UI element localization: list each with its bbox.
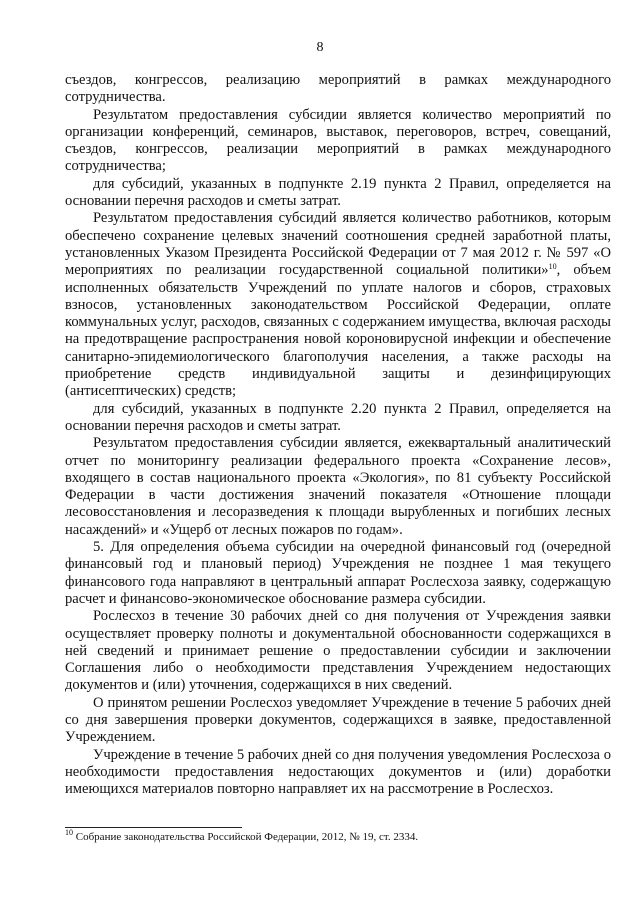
footnote-reference: 10 (548, 262, 557, 272)
document-body (65, 72, 611, 798)
paragraph-7: 5. Для определения объема субсидии на очередной финансовый год (очередной финансовый год и плановый период) Учреждения не позднее 1 мая текущего финансового года направляют в центральный аппарат Рослесхоза заявку, содержащую расчет и финансово-экономическое обоснование размера субсидии. (65, 539, 611, 607)
paragraph-4 (65, 210, 611, 400)
paragraph-2: Результатом предоставления субсидии является количество мероприятий по организации конференций, семинаров, выставок, переговоров, встреч, совещаний, съездов, конгрессов, реализации мероприятий в рамках международного сотрудничества; (65, 106, 611, 175)
paragraph-4-text: Результатом предоставления субсидий является количество работников, которым обеспечено сохранение целевых значений соотношения средней заработной платы, установленных Указом Президента Российской Федерации от 7 мая 2012 г. № 597 «О мероприятиях по реализации государственной социальной политики» (65, 210, 611, 279)
paragraph-6: Результатом предоставления субсидии является, ежеквартальный аналитический отчет по мониторингу реализации федерального проекта «Сохранение лесов», входящего в состав национального проекта «Экология», по 81 субъекту Российской Федерации в части достижения значений показателя «Отношение площади лесовосстановления и лесоразведения к площади вырубленных и погибших лесных насаждений» и «Ущерб от лесных пожаров по годам». (65, 435, 611, 538)
paragraph-8: Рослесхоз в течение 30 рабочих дней со дня получения от Учреждения заявки осуществляет проверку полноты и документальной обоснованности содержащихся в ней сведений и принимает решение о предоставлении субсидии и заключении Соглашения либо о необходимости представления Учреждением недостающих документов и (или) уточнения, содержащихся в них сведений. (65, 608, 611, 694)
footnote (65, 828, 611, 844)
footnote-text: Собрание законодательства Российской Федерации, 2012, № 19, ст. 2334. (73, 831, 419, 843)
page-number: 8 (316, 40, 324, 55)
paragraph-3: для субсидий, указанных в подпункте 2.19 пункта 2 Правил, определяется на основании перечня расходов и сметы затрат. (65, 175, 611, 210)
paragraph-9: О принятом решении Рослесхоз уведомляет Учреждение в течение 5 рабочих дней со дня завершения проверки документов, содержащихся в заявке, предоставленной Учреждением. (65, 694, 611, 746)
paragraph-4-text-continued: , объем исполненных обязательств Учреждений по уплате налогов и сборов, страховых взносов, установленных законодательством Российской Федерации, оплате коммунальных услуг, расходов, связанных с содержанием имущества, включая расходы на предотвращение распространения новой короновирусной инфекции и обеспечение санитарно-эпидемиологического благополучия населения, а также расходы на приобретение средств индивидуальной защиты и дезинфицирующих (антисептических) средств; (65, 262, 611, 400)
paragraph-10: Учреждение в течение 5 рабочих дней со дня получения уведомления Рослесхоза о необходимости предоставления недостающих документов и (или) доработки имеющихся материалов повторно направляет их на рассмотрение в Рослесхоз. (65, 746, 611, 798)
paragraph-5: для субсидий, указанных в подпункте 2.20 пункта 2 Правил, определяется на основании перечня расходов и сметы затрат. (65, 400, 611, 434)
paragraph-1: съездов, конгрессов, реализацию мероприятий в рамках международного сотрудничества. (65, 72, 611, 106)
footnote-marker: 10 (65, 828, 73, 837)
footnote-divider (65, 827, 242, 828)
